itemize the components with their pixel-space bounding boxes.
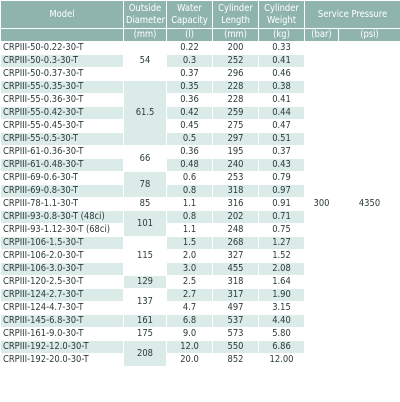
diameter-cell: 129	[124, 276, 167, 289]
diameter-cell: 54	[124, 42, 167, 81]
length-cell: 228	[213, 94, 259, 107]
capacity-cell: 0.42	[167, 107, 213, 120]
weight-cell: 0.47	[259, 120, 305, 133]
length-cell: 318	[213, 185, 259, 198]
table-row	[1, 42, 400, 55]
capacity-cell: 0.5	[167, 133, 213, 146]
weight-cell: 0.46	[259, 68, 305, 81]
weight-cell: 3.15	[259, 302, 305, 315]
diameter-cell: 175	[124, 328, 167, 341]
unit-pressure-bar: (bar)	[305, 29, 339, 42]
table-body	[1, 42, 400, 367]
header-pressure: Service Pressure	[305, 1, 400, 29]
length-cell: 240	[213, 159, 259, 172]
capacity-cell: 9.0	[167, 328, 213, 341]
diameter-cell: 161	[124, 315, 167, 328]
capacity-cell: 3.0	[167, 263, 213, 276]
units-row	[1, 29, 400, 42]
model-cell: CRPIII-78-1.1-30-T	[1, 198, 124, 211]
weight-cell: 1.90	[259, 289, 305, 302]
weight-cell: 0.51	[259, 133, 305, 146]
length-cell: 296	[213, 68, 259, 81]
capacity-cell: 2.7	[167, 289, 213, 302]
weight-cell: 5.80	[259, 328, 305, 341]
capacity-cell: 0.48	[167, 159, 213, 172]
weight-cell: 0.97	[259, 185, 305, 198]
header-weight: Cylinder Weight	[259, 1, 305, 29]
capacity-cell: 0.36	[167, 146, 213, 159]
model-cell: CRPIII-124-4.7-30-T	[1, 302, 124, 315]
model-cell: CRPIII-55-0.35-30-T	[1, 81, 124, 94]
model-cell: CRPIII-50-0.22-30-T	[1, 42, 124, 55]
capacity-cell: 1.1	[167, 198, 213, 211]
weight-cell: 6.86	[259, 341, 305, 354]
length-cell: 497	[213, 302, 259, 315]
model-cell: CRPIII-69-0.8-30-T	[1, 185, 124, 198]
weight-cell: 0.38	[259, 81, 305, 94]
weight-cell: 0.43	[259, 159, 305, 172]
model-cell: CRPIII-120-2.5-30-T	[1, 276, 124, 289]
weight-cell: 12.00	[259, 354, 305, 367]
model-cell: CRPIII-61-0.36-30-T	[1, 146, 124, 159]
length-cell: 275	[213, 120, 259, 133]
length-cell: 268	[213, 237, 259, 250]
model-cell: CRPIII-145-6.8-30-T	[1, 315, 124, 328]
model-cell: CRPIII-61-0.48-30-T	[1, 159, 124, 172]
header-row	[1, 1, 400, 29]
length-cell: 297	[213, 133, 259, 146]
weight-cell: 0.41	[259, 94, 305, 107]
capacity-cell: 6.8	[167, 315, 213, 328]
weight-cell: 1.27	[259, 237, 305, 250]
length-cell: 202	[213, 211, 259, 224]
weight-cell: 1.52	[259, 250, 305, 263]
model-cell: CRPIII-50-0.37-30-T	[1, 68, 124, 81]
units-model-blank	[1, 29, 124, 42]
length-cell: 318	[213, 276, 259, 289]
header-capacity: Water Capacity	[167, 1, 213, 29]
weight-cell: 1.64	[259, 276, 305, 289]
capacity-cell: 0.3	[167, 55, 213, 68]
capacity-cell: 1.5	[167, 237, 213, 250]
model-cell: CRPIII-124-2.7-30-T	[1, 289, 124, 302]
weight-cell: 0.79	[259, 172, 305, 185]
length-cell: 200	[213, 42, 259, 55]
weight-cell: 0.71	[259, 211, 305, 224]
capacity-cell: 12.0	[167, 341, 213, 354]
length-cell: 228	[213, 81, 259, 94]
length-cell: 195	[213, 146, 259, 159]
capacity-cell: 4.7	[167, 302, 213, 315]
length-cell: 537	[213, 315, 259, 328]
length-cell: 317	[213, 289, 259, 302]
diameter-cell: 78	[124, 172, 167, 198]
capacity-cell: 2.0	[167, 250, 213, 263]
length-cell: 852	[213, 354, 259, 367]
pressure-bar-cell: 300	[305, 42, 339, 367]
unit-length: (mm)	[213, 29, 259, 42]
length-cell: 248	[213, 224, 259, 237]
weight-cell: 0.75	[259, 224, 305, 237]
pressure-psi-cell: 4350	[339, 42, 400, 367]
model-cell: CRPIII-55-0.36-30-T	[1, 94, 124, 107]
diameter-cell: 101	[124, 211, 167, 237]
header-diameter: Outside Diameter	[124, 1, 167, 29]
capacity-cell: 2.5	[167, 276, 213, 289]
length-cell: 573	[213, 328, 259, 341]
weight-cell: 2.08	[259, 263, 305, 276]
header-model: Model	[1, 1, 124, 29]
model-cell: CRPIII-69-0.6-30-T	[1, 172, 124, 185]
length-cell: 327	[213, 250, 259, 263]
length-cell: 259	[213, 107, 259, 120]
capacity-cell: 20.0	[167, 354, 213, 367]
length-cell: 316	[213, 198, 259, 211]
capacity-cell: 0.36	[167, 94, 213, 107]
model-cell: CRPIII-106-1.5-30-T	[1, 237, 124, 250]
model-cell: CRPIII-93-1.12-30-T (68ci)	[1, 224, 124, 237]
model-cell: CRPIII-55-0.42-30-T	[1, 107, 124, 120]
unit-weight: (kg)	[259, 29, 305, 42]
length-cell: 550	[213, 341, 259, 354]
weight-cell: 0.41	[259, 55, 305, 68]
weight-cell: 4.40	[259, 315, 305, 328]
capacity-cell: 1.1	[167, 224, 213, 237]
diameter-cell: 208	[124, 341, 167, 367]
diameter-cell: 115	[124, 237, 167, 276]
weight-cell: 0.33	[259, 42, 305, 55]
length-cell: 253	[213, 172, 259, 185]
model-cell: CRPIII-192-12.0-30-T	[1, 341, 124, 354]
unit-diameter: (mm)	[124, 29, 167, 42]
model-cell: CRPIII-192-20.0-30-T	[1, 354, 124, 367]
unit-capacity: (l)	[167, 29, 213, 42]
model-cell: CRPIII-106-2.0-30-T	[1, 250, 124, 263]
model-cell: CRPIII-93-0.8-30-T (48ci)	[1, 211, 124, 224]
length-cell: 455	[213, 263, 259, 276]
capacity-cell: 0.45	[167, 120, 213, 133]
weight-cell: 0.91	[259, 198, 305, 211]
diameter-cell: 66	[124, 146, 167, 172]
model-cell: CRPIII-55-0.5-30-T	[1, 133, 124, 146]
model-cell: CRPIII-161-9.0-30-T	[1, 328, 124, 341]
weight-cell: 0.37	[259, 146, 305, 159]
capacity-cell: 0.6	[167, 172, 213, 185]
diameter-cell: 61.5	[124, 81, 167, 146]
length-cell: 252	[213, 55, 259, 68]
diameter-cell: 85	[124, 198, 167, 211]
capacity-cell: 0.8	[167, 211, 213, 224]
capacity-cell: 0.8	[167, 185, 213, 198]
model-cell: CRPIII-106-3.0-30-T	[1, 263, 124, 276]
capacity-cell: 0.37	[167, 68, 213, 81]
weight-cell: 0.44	[259, 107, 305, 120]
model-cell: CRPIII-50-0.3-30-T	[1, 55, 124, 68]
header-length: Cylinder Length	[213, 1, 259, 29]
unit-pressure-psi: (psi)	[339, 29, 400, 42]
capacity-cell: 0.35	[167, 81, 213, 94]
model-cell: CRPIII-55-0.45-30-T	[1, 120, 124, 133]
capacity-cell: 0.22	[167, 42, 213, 55]
diameter-cell: 137	[124, 289, 167, 315]
